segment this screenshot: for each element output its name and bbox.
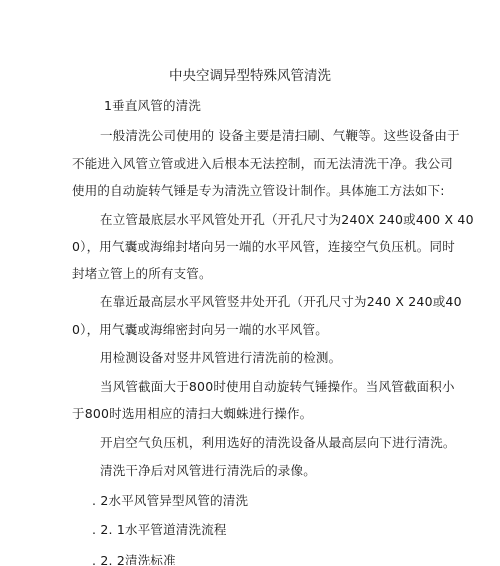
section-heading: . 2. 2清洗标准 xyxy=(92,553,176,565)
paragraph-line: 一般清洗公司使用的 设备主要是清扫刷、气鞭等。这些设备由于 xyxy=(100,128,460,143)
paragraph-line: 开启空气负压机，利用选好的清洗设备从最高层向下进行清洗。 xyxy=(100,435,456,450)
section-heading: . 2. 1水平管道清洗流程 xyxy=(92,522,227,537)
paragraph-line: 用检测设备对竖井风管进行清洗前的检测。 xyxy=(100,350,342,365)
paragraph-line: 在立管最底层水平风管处开孔（开孔尺寸为240X 240或400 X 40 xyxy=(100,212,474,227)
paragraph-line: 于800时选用相应的清扫大蜘蛛进行操作。 xyxy=(72,406,313,421)
document-title: 中央空调异型特殊风管清洗 xyxy=(169,68,331,84)
paragraph-line: 使用的自动旋转气锤是专为清洗立管设计制作。具体施工方法如下: xyxy=(72,183,445,198)
paragraph-line: 当风管截面大于800时使用自动旋转气锤操作。当风管截面积小 xyxy=(100,379,455,394)
section-heading: 1垂直风管的清洗 xyxy=(104,98,202,113)
paragraph-line: 在靠近最高层水平风管竖井处开孔（开孔尺寸为240 X 240或40 xyxy=(100,294,462,309)
paragraph-line: 0），用气囊或海绵密封向另一端的水平风管。 xyxy=(72,322,328,337)
paragraph-line: 清洗干净后对风管进行清洗后的录像。 xyxy=(100,463,316,478)
paragraph-line: 0），用气囊或海绵封堵向另一端的水平风管，连接空气负压机。同时 xyxy=(72,239,455,254)
paragraph-line: 不能进入风管立管或进入后根本无法控制，而无法清洗干净。我公司 xyxy=(72,156,454,171)
paragraph-line: 封堵立管上的所有支管。 xyxy=(72,266,212,281)
section-heading: . 2水平风管异型风管的清洗 xyxy=(92,493,249,508)
